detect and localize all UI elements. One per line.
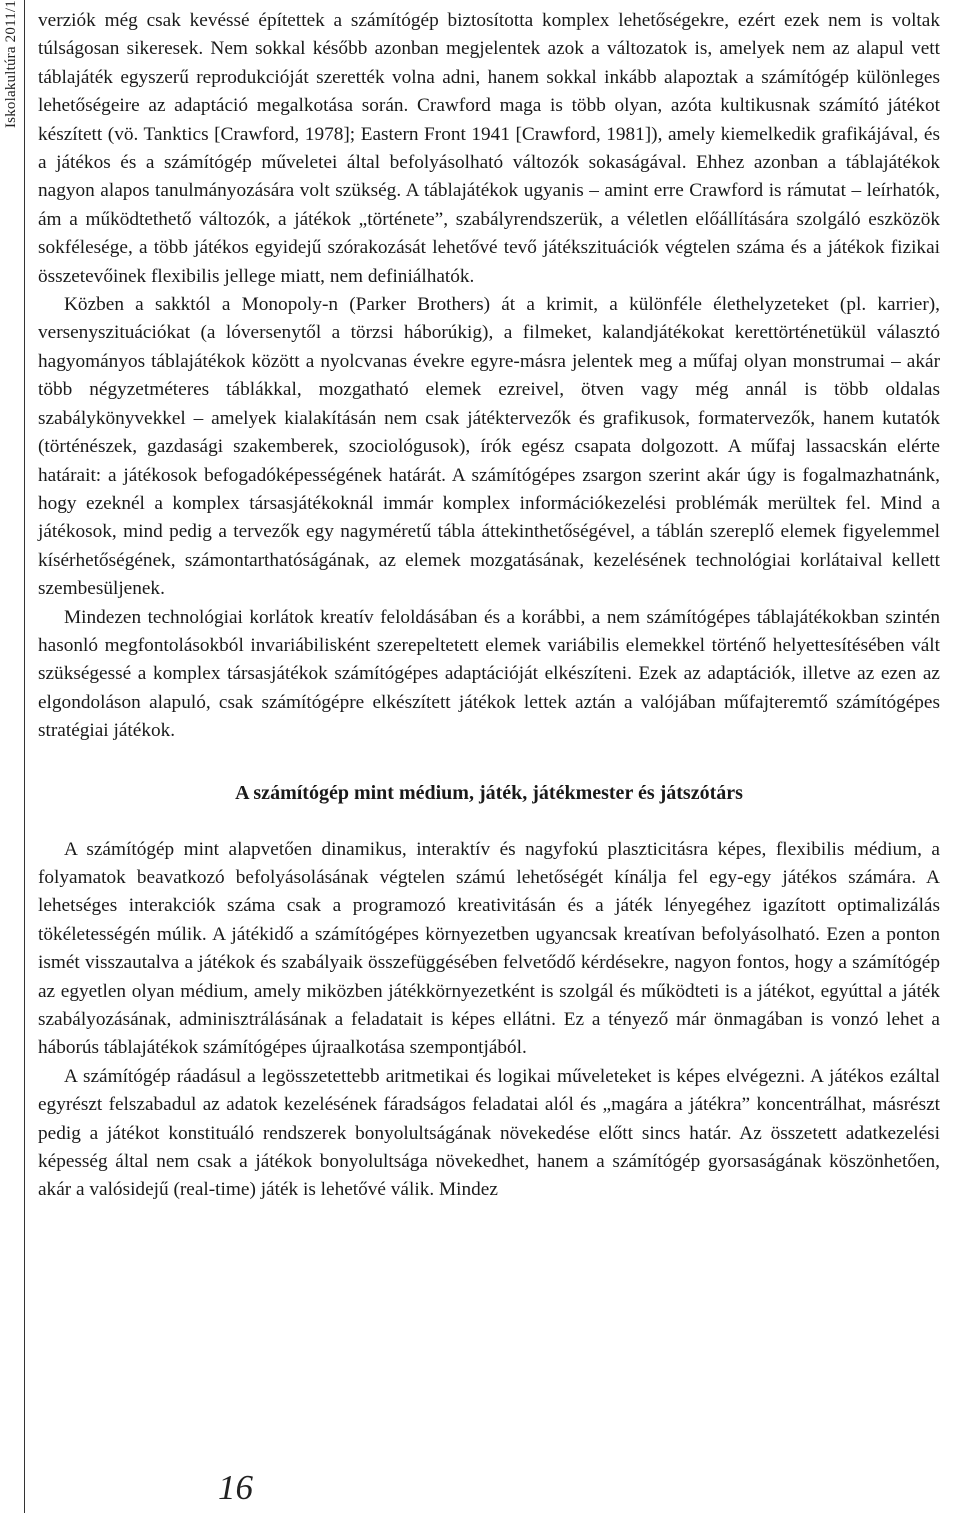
paragraph: A számítógép mint alapvetően dinamikus, interaktív és nagyfokú plaszticitásra képes, flexibilis médium, a folyamatok beavatkozó befolyásolásának végtelen számú lehetőségét kínálja fel egy-egy játékos számára. A lehetséges interakciók száma csak a programozó kreativitásán és a játék lényegéhez igazított optimalizálás tökéletességén múlik. A játékidő a számítógépes környezetben ugyancsak kreatívan befolyásolható. Ezen a ponton ismét visszautalva a játékok és szabályaik összefüggésében felvetődő kérdésekre, nagyon fontos, hogy a számítógép az egyetlen olyan médium, amely miközben játékkörnyezetként is szolgál és működteti is a játékot, egyúttal a játék szabályozásának, adminisztrálásának a feladatait is képes ellátni. Ez a tényező már önmagában is vonzó lehet a háborús táblajátékok számítógépes újraalkotása szempontjából. <box>38 838 940 1059</box>
paragraph: A számítógép ráadásul a legösszetettebb aritmetikai és logikai műveleteket is képes elvégezni. A játékos ezáltal egyrészt felszabadul az adatok kezelésének fáradságos feladatai alól és „magára a játékra” koncentrálhat, másrészt pedig a játékot konstituáló rendszerek bonyolultságának növekedése előtt sincs határ. Az összetett adatkezelési képesség által nem csak a játékok bonyolultsága növekedhet, hanem a számítógép gyorsaságának köszönhetően, akár a valósidejű (real-time) játék is lehetővé válik. Mindez <box>38 1065 940 1201</box>
running-head <box>0 0 22 140</box>
page-number: 16 <box>218 1468 253 1507</box>
paragraph: verziók még csak kevéssé építettek a számítógép biztosította komplex lehetőségekre, ezért ezek nem is voltak túlságosan sikeresek. Nem sokkal később azonban megjelentek azok a változatok is, amelyek nem az alapul vett táblajáték egyszerű reprodukcióját szerették volna adni, hanem sokkal inkább alapoztak a számítógép különleges lehetőségeire az adaptáció megalkotása során. Crawford maga is több olyan, azóta kultikusnak számító játékot készített (vö. Tanktics [Crawford, 1978]; Eastern Front 1941 [Crawford, 1981]), amely kiemelkedik grafikájával, és a játékos és a számítógép műveletei által befolyásolható változók sokaságával. Ehhez azonban a táblajátékok nagyon alapos tanulmányozására volt szükség. A táblajátékok ugyanis – amint erre Crawford is rámutat – leírhatók, ám a működtethető változók, a játékok „története”, szabályrendszerük, a véletlen előállítására szolgáló eszközök sokfélesége, a több játékos egyidejű szórakozását lehetővé tevő játékszituációk végtelen száma és a játékok fizikai összetevőinek flexibilis jellege miatt, nem definiálhatók. <box>38 10 940 287</box>
running-head-text: Iskolakultúra 2011/1 <box>2 0 19 129</box>
section-heading: A számítógép mint médium, játék, játékmester és játszótárs <box>235 781 743 804</box>
paragraph: Közben a sakktól a Monopoly-n (Parker Brothers) át a krimit, a különféle élethelyzeteket (pl. karrier), versenyszituációkat (a lóversenytől a törzsi háborúkig), a filmeket, kalandjátékokat kerettörténetükül választó hagyományos táblajátékok között a nyolcvanas évekre egyre-másra jelentek meg a műfaj olyan monstrumai – akár több négyzetméteres táblákkal, mozgatható elemek ezreivel, ötven vagy még annál is több oldalas szabálykönyvekkel – amelyek kialakításán nem csak játéktervezők és grafikusok, formatervezők, hanem kutatók (történészek, gazdasági szakemberek, szociológusok), írók egész csapata dolgozott. A műfaj lassacskán elérte határait: a játékosok befogadóképességének határát. A számítógépes zsargon szerint akár úgy is fogalmazhatnánk, hogy ezeknél a komplex társasjátékoknál immár komplex információkezelési problémák merültek fel. Mind a játékosok, mind pedig a tervezők egy nagyméretű tábla áttekinthetőségével, a táblán szereplő elemek figyelemmel kísérhetőségének, számontarthatóságának, az elemek mozgatásának, kezelésének technológiai korlátaival kellett szembesüljenek. <box>38 294 940 600</box>
article-body <box>38 7 940 1205</box>
margin-rule <box>24 0 25 1513</box>
paragraph: Mindezen technológiai korlátok kreatív feloldásában és a korábbi, a nem számítógépes táblajátékokban szintén hasonló megfontolásokból invariábilisként szerepeltetett elemek variábilis elemekkel történő helyettesítésében vált szükségessé a komplex társasjátékok számítógépes adaptációját elkészíteni. Ezek az adaptációk, illetve az ezen az elgondoláson alapuló, csak számítógépre elkészített játékok lettek aztán a valójában műfajteremtő számítógépes stratégiai játékok. <box>38 606 940 742</box>
